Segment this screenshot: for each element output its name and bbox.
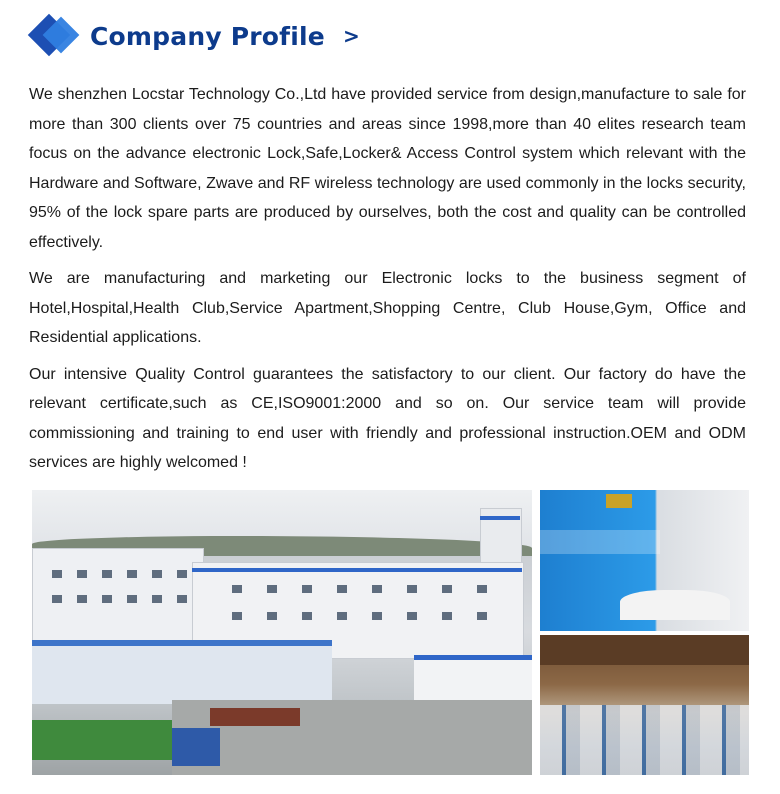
- section-header: [30, 14, 360, 58]
- section-title: Company Profile: [90, 21, 325, 51]
- company-description: [29, 80, 746, 485]
- chevron-right-icon[interactable]: >: [342, 24, 360, 48]
- paragraph-markets: We are manufacturing and marketing our Electronic locks to the business segment of Hotel,Hospital,Health Club,Service Apartment,Shopping Centre, Club House,Gym, Office and Residential applications.: [29, 270, 746, 346]
- photo-gallery: [32, 490, 749, 775]
- reception-photo: [540, 490, 749, 631]
- paragraph-quality: Our intensive Quality Control guarantees the satisfactory to our client. Our factory do have the relevant certificate,such as CE,ISO9001:2000 and so on. Our service team will provide commissioning and training to end user with friendly and professional instruction.OEM and ODM services are highly welcomed !: [29, 365, 746, 471]
- diamond-logo-icon: [30, 14, 86, 58]
- office-photo: [540, 635, 749, 775]
- factory-photo: [32, 490, 532, 775]
- paragraph-intro: We shenzhen Locstar Technology Co.,Ltd have provided service from design,manufacture to sale for more than 300 clients over 75 countries and areas since 1998,more than 40 elites research team focus on the advance electronic Lock,Safe,Locker& Access Control system which relevant with the Hardware and Software, Zwave and RF wireless technology are used commonly in the locks security, 95% of the lock spare parts are produced by ourselves, both the cost and quality can be controlled effectively.: [29, 86, 746, 251]
